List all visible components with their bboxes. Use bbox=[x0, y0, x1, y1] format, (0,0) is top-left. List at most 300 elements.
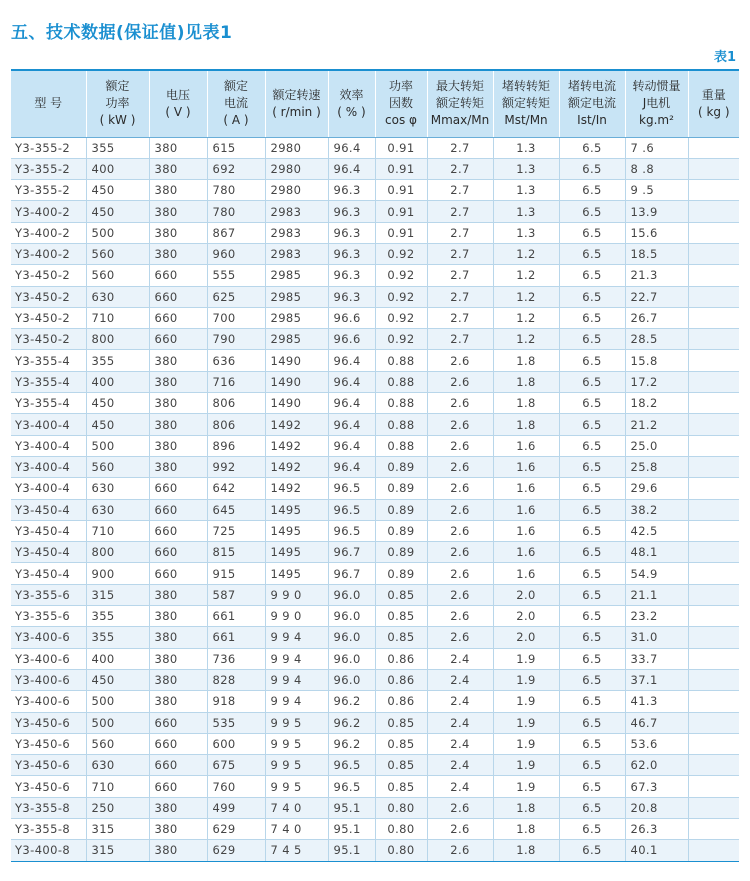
data-cell: 315 bbox=[86, 584, 149, 605]
data-cell: 380 bbox=[149, 137, 207, 158]
data-cell: 6.5 bbox=[559, 520, 625, 541]
data-cell: 560 bbox=[86, 456, 149, 477]
data-cell bbox=[688, 350, 739, 371]
table-row bbox=[11, 435, 739, 456]
data-cell: 1.3 bbox=[493, 222, 559, 243]
table-header bbox=[11, 70, 739, 137]
table-row bbox=[11, 201, 739, 222]
data-cell: 380 bbox=[149, 819, 207, 840]
table-row bbox=[11, 648, 739, 669]
data-cell bbox=[688, 776, 739, 797]
data-cell: 21.1 bbox=[625, 584, 688, 605]
data-cell: 96.3 bbox=[328, 222, 375, 243]
column-header-line: ( kg ) bbox=[697, 104, 730, 119]
model-cell: Y3-450-6 bbox=[11, 755, 86, 776]
column-header-line: ( A ) bbox=[223, 113, 249, 128]
data-cell: 6.5 bbox=[559, 840, 625, 861]
data-cell: 2.7 bbox=[427, 180, 493, 201]
data-cell: 6.5 bbox=[559, 627, 625, 648]
data-cell: 1.6 bbox=[493, 563, 559, 584]
data-cell: 660 bbox=[149, 776, 207, 797]
data-cell bbox=[688, 584, 739, 605]
data-cell: 0.85 bbox=[375, 712, 427, 733]
data-cell: 6.5 bbox=[559, 286, 625, 307]
data-cell: 660 bbox=[149, 733, 207, 754]
data-cell: 2.6 bbox=[427, 350, 493, 371]
column-header bbox=[86, 70, 149, 137]
data-cell: 0.89 bbox=[375, 563, 427, 584]
data-cell: 710 bbox=[86, 776, 149, 797]
model-cell: Y3-450-4 bbox=[11, 499, 86, 520]
table-row bbox=[11, 691, 739, 712]
data-cell: 625 bbox=[207, 286, 265, 307]
data-cell: 6.5 bbox=[559, 712, 625, 733]
data-cell: 96.0 bbox=[328, 584, 375, 605]
data-cell: 615 bbox=[207, 137, 265, 158]
data-cell: 0.85 bbox=[375, 755, 427, 776]
data-cell bbox=[688, 840, 739, 861]
data-cell: 800 bbox=[86, 542, 149, 563]
table-row bbox=[11, 776, 739, 797]
table-row bbox=[11, 180, 739, 201]
data-cell: 500 bbox=[86, 435, 149, 456]
data-cell bbox=[688, 222, 739, 243]
data-cell: 315 bbox=[86, 819, 149, 840]
data-cell: 716 bbox=[207, 371, 265, 392]
data-cell: 23.2 bbox=[625, 606, 688, 627]
column-header-line: 堵转转矩 bbox=[501, 79, 550, 94]
table-row bbox=[11, 222, 739, 243]
data-cell: 2983 bbox=[265, 243, 328, 264]
data-cell bbox=[688, 542, 739, 563]
data-cell: 1492 bbox=[265, 414, 328, 435]
data-cell: 2.6 bbox=[427, 499, 493, 520]
data-cell: 9 9 5 bbox=[265, 733, 328, 754]
column-header-line: ( r/min ) bbox=[272, 104, 321, 119]
data-cell: 2.6 bbox=[427, 371, 493, 392]
data-cell: 675 bbox=[207, 755, 265, 776]
data-cell: 2.6 bbox=[427, 606, 493, 627]
data-cell: 660 bbox=[149, 499, 207, 520]
column-header-line: 最大转矩 bbox=[435, 79, 484, 94]
data-cell: 0.85 bbox=[375, 776, 427, 797]
data-cell: 0.85 bbox=[375, 627, 427, 648]
data-cell: 2.6 bbox=[427, 542, 493, 563]
data-cell: 629 bbox=[207, 819, 265, 840]
data-cell: 22.7 bbox=[625, 286, 688, 307]
data-cell: 0.88 bbox=[375, 350, 427, 371]
data-cell: 0.80 bbox=[375, 797, 427, 818]
data-cell: 380 bbox=[149, 648, 207, 669]
data-cell: 0.89 bbox=[375, 499, 427, 520]
data-cell: 1.8 bbox=[493, 840, 559, 861]
column-header bbox=[375, 70, 427, 137]
section-title: 五、技术数据(保证值)见表1 bbox=[11, 23, 233, 43]
table-row bbox=[11, 265, 739, 286]
data-cell: 1.6 bbox=[493, 520, 559, 541]
data-cell: 725 bbox=[207, 520, 265, 541]
table-row bbox=[11, 414, 739, 435]
data-cell: 535 bbox=[207, 712, 265, 733]
model-cell: Y3-450-2 bbox=[11, 307, 86, 328]
data-cell: 62.0 bbox=[625, 755, 688, 776]
data-cell: 2.6 bbox=[427, 478, 493, 499]
data-cell: 2.6 bbox=[427, 627, 493, 648]
data-cell: 0.91 bbox=[375, 222, 427, 243]
data-cell: 896 bbox=[207, 435, 265, 456]
data-cell: 660 bbox=[149, 265, 207, 286]
data-cell bbox=[688, 265, 739, 286]
data-cell: 2.6 bbox=[427, 393, 493, 414]
data-cell: 380 bbox=[149, 243, 207, 264]
data-cell: 6.5 bbox=[559, 350, 625, 371]
data-cell: 1.2 bbox=[493, 243, 559, 264]
column-header-line: 因数 bbox=[388, 96, 413, 111]
data-cell: 2.4 bbox=[427, 733, 493, 754]
data-cell: 2.7 bbox=[427, 201, 493, 222]
data-cell: 1495 bbox=[265, 499, 328, 520]
data-cell: 2983 bbox=[265, 222, 328, 243]
table-row bbox=[11, 286, 739, 307]
data-cell: 1.8 bbox=[493, 350, 559, 371]
data-cell: 2.4 bbox=[427, 776, 493, 797]
data-cell: 600 bbox=[207, 733, 265, 754]
column-header-line: kg.m² bbox=[639, 113, 674, 128]
data-cell: 26.7 bbox=[625, 307, 688, 328]
data-cell: 315 bbox=[86, 840, 149, 861]
data-cell: 0.89 bbox=[375, 456, 427, 477]
data-cell: 6.5 bbox=[559, 606, 625, 627]
data-cell: 642 bbox=[207, 478, 265, 499]
data-cell: 42.5 bbox=[625, 520, 688, 541]
data-cell bbox=[688, 478, 739, 499]
data-cell bbox=[688, 201, 739, 222]
data-cell: 96.4 bbox=[328, 456, 375, 477]
table-label: 表1 bbox=[713, 50, 736, 65]
data-cell: 25.0 bbox=[625, 435, 688, 456]
column-header bbox=[11, 70, 86, 137]
data-cell: 2.6 bbox=[427, 435, 493, 456]
data-cell: 96.4 bbox=[328, 414, 375, 435]
data-cell: 96.3 bbox=[328, 286, 375, 307]
data-cell: 0.92 bbox=[375, 265, 427, 286]
data-cell: 0.91 bbox=[375, 201, 427, 222]
data-cell: 2.6 bbox=[427, 520, 493, 541]
table-row bbox=[11, 307, 739, 328]
data-cell: 2.6 bbox=[427, 819, 493, 840]
data-cell: 21.3 bbox=[625, 265, 688, 286]
data-cell: 25.8 bbox=[625, 456, 688, 477]
data-cell: 1.2 bbox=[493, 265, 559, 286]
data-cell: 400 bbox=[86, 158, 149, 179]
data-cell: 1.9 bbox=[493, 733, 559, 754]
data-cell: 380 bbox=[149, 435, 207, 456]
model-cell: Y3-400-2 bbox=[11, 243, 86, 264]
model-cell: Y3-450-2 bbox=[11, 329, 86, 350]
column-header bbox=[427, 70, 493, 137]
data-cell bbox=[688, 435, 739, 456]
data-cell: 1.8 bbox=[493, 371, 559, 392]
data-cell: 380 bbox=[149, 350, 207, 371]
data-cell: 400 bbox=[86, 648, 149, 669]
data-cell: 660 bbox=[149, 307, 207, 328]
data-cell: 636 bbox=[207, 350, 265, 371]
data-cell: 1.9 bbox=[493, 648, 559, 669]
data-cell: 1.3 bbox=[493, 180, 559, 201]
data-cell: 15.6 bbox=[625, 222, 688, 243]
data-cell: 96.3 bbox=[328, 180, 375, 201]
data-cell: 6.5 bbox=[559, 478, 625, 499]
data-cell: 0.89 bbox=[375, 542, 427, 563]
data-cell: 2.0 bbox=[493, 584, 559, 605]
data-cell: 380 bbox=[149, 669, 207, 690]
model-cell: Y3-355-4 bbox=[11, 350, 86, 371]
data-cell: 95.1 bbox=[328, 797, 375, 818]
column-header-line: 重量 bbox=[701, 87, 726, 102]
data-cell: 0.86 bbox=[375, 691, 427, 712]
data-cell bbox=[688, 329, 739, 350]
column-header-line: Ist/In bbox=[577, 113, 607, 128]
data-cell: 96.3 bbox=[328, 243, 375, 264]
data-cell: 96.5 bbox=[328, 478, 375, 499]
data-cell: 96.3 bbox=[328, 265, 375, 286]
data-cell: 2.6 bbox=[427, 797, 493, 818]
data-cell: 380 bbox=[149, 797, 207, 818]
data-cell: 0.86 bbox=[375, 648, 427, 669]
table-row bbox=[11, 819, 739, 840]
data-cell: 2.7 bbox=[427, 286, 493, 307]
data-cell bbox=[688, 627, 739, 648]
column-header bbox=[625, 70, 688, 137]
model-cell: Y3-450-6 bbox=[11, 776, 86, 797]
data-cell: 2.6 bbox=[427, 414, 493, 435]
data-cell bbox=[688, 819, 739, 840]
data-cell: 380 bbox=[149, 222, 207, 243]
data-cell: 450 bbox=[86, 669, 149, 690]
data-cell: 6.5 bbox=[559, 733, 625, 754]
data-cell: 629 bbox=[207, 840, 265, 861]
data-cell: 6.5 bbox=[559, 222, 625, 243]
data-cell: 560 bbox=[86, 265, 149, 286]
data-cell: 828 bbox=[207, 669, 265, 690]
table-row bbox=[11, 797, 739, 818]
data-cell: 2.7 bbox=[427, 243, 493, 264]
data-cell: 6.5 bbox=[559, 499, 625, 520]
data-cell: 7 4 0 bbox=[265, 797, 328, 818]
data-cell: 692 bbox=[207, 158, 265, 179]
data-cell: 2.7 bbox=[427, 137, 493, 158]
data-cell: 96.4 bbox=[328, 158, 375, 179]
data-cell: 380 bbox=[149, 840, 207, 861]
data-cell: 1.8 bbox=[493, 819, 559, 840]
data-cell: 1.9 bbox=[493, 776, 559, 797]
data-cell: 450 bbox=[86, 414, 149, 435]
data-cell: 900 bbox=[86, 563, 149, 584]
data-cell: 1.6 bbox=[493, 499, 559, 520]
data-cell: 38.2 bbox=[625, 499, 688, 520]
data-cell: 0.88 bbox=[375, 393, 427, 414]
data-cell: 250 bbox=[86, 797, 149, 818]
data-cell: 96.5 bbox=[328, 755, 375, 776]
data-cell: 96.0 bbox=[328, 606, 375, 627]
data-cell: 499 bbox=[207, 797, 265, 818]
data-cell: 710 bbox=[86, 307, 149, 328]
model-cell: Y3-450-4 bbox=[11, 563, 86, 584]
data-cell: 0.89 bbox=[375, 520, 427, 541]
column-header-line: 电流 bbox=[223, 96, 248, 111]
column-header-line: Mst/Mn bbox=[504, 113, 548, 128]
data-cell: 40.1 bbox=[625, 840, 688, 861]
data-cell: 587 bbox=[207, 584, 265, 605]
data-cell bbox=[688, 797, 739, 818]
table-row bbox=[11, 627, 739, 648]
data-cell bbox=[688, 371, 739, 392]
table-row bbox=[11, 350, 739, 371]
table-row bbox=[11, 733, 739, 754]
data-cell: 1.9 bbox=[493, 755, 559, 776]
table-body bbox=[11, 137, 739, 861]
data-cell: 645 bbox=[207, 499, 265, 520]
data-cell: 2.7 bbox=[427, 265, 493, 286]
column-header bbox=[328, 70, 375, 137]
data-cell: 380 bbox=[149, 180, 207, 201]
data-cell: 380 bbox=[149, 201, 207, 222]
data-cell: 1.9 bbox=[493, 691, 559, 712]
data-cell: 0.92 bbox=[375, 243, 427, 264]
data-cell: 96.4 bbox=[328, 371, 375, 392]
data-cell: 0.85 bbox=[375, 584, 427, 605]
data-cell: 6.5 bbox=[559, 329, 625, 350]
column-header-line: 功率 bbox=[388, 79, 413, 94]
data-cell: 29.6 bbox=[625, 478, 688, 499]
column-header-line: 额定转矩 bbox=[435, 96, 484, 111]
data-cell: 1495 bbox=[265, 520, 328, 541]
data-cell: 2.6 bbox=[427, 456, 493, 477]
data-cell: 660 bbox=[149, 329, 207, 350]
model-cell: Y3-355-6 bbox=[11, 606, 86, 627]
data-cell: 0.86 bbox=[375, 669, 427, 690]
data-cell: 380 bbox=[149, 158, 207, 179]
data-cell: 2.7 bbox=[427, 222, 493, 243]
data-cell: 0.92 bbox=[375, 286, 427, 307]
data-cell: 96.2 bbox=[328, 691, 375, 712]
data-cell: 9 9 5 bbox=[265, 712, 328, 733]
technical-data-table bbox=[11, 69, 739, 862]
data-cell: 96.0 bbox=[328, 627, 375, 648]
table-row bbox=[11, 520, 739, 541]
data-cell: 780 bbox=[207, 180, 265, 201]
data-cell: 380 bbox=[149, 456, 207, 477]
data-cell: 6.5 bbox=[559, 435, 625, 456]
data-cell: 41.3 bbox=[625, 691, 688, 712]
table-row bbox=[11, 840, 739, 861]
data-cell: 2.7 bbox=[427, 158, 493, 179]
data-cell: 0.91 bbox=[375, 137, 427, 158]
data-cell bbox=[688, 158, 739, 179]
data-cell: 660 bbox=[149, 478, 207, 499]
table-row bbox=[11, 158, 739, 179]
data-cell: 96.5 bbox=[328, 776, 375, 797]
data-cell: 2.7 bbox=[427, 329, 493, 350]
data-cell: 1492 bbox=[265, 456, 328, 477]
data-cell: 6.5 bbox=[559, 393, 625, 414]
data-cell bbox=[688, 669, 739, 690]
data-cell: 46.7 bbox=[625, 712, 688, 733]
column-header-line: 型 号 bbox=[34, 96, 63, 111]
data-cell: 6.5 bbox=[559, 137, 625, 158]
column-header bbox=[493, 70, 559, 137]
model-cell: Y3-450-6 bbox=[11, 733, 86, 754]
data-cell: 1.8 bbox=[493, 393, 559, 414]
data-cell: 96.6 bbox=[328, 329, 375, 350]
data-cell bbox=[688, 499, 739, 520]
data-cell: 1.2 bbox=[493, 307, 559, 328]
data-cell: 9 9 5 bbox=[265, 776, 328, 797]
data-cell: 6.5 bbox=[559, 456, 625, 477]
table-row bbox=[11, 563, 739, 584]
column-header-line: 额定 bbox=[223, 79, 248, 94]
data-cell: 96.7 bbox=[328, 563, 375, 584]
data-cell: 2.4 bbox=[427, 755, 493, 776]
data-cell: 1.6 bbox=[493, 456, 559, 477]
data-cell: 1.9 bbox=[493, 712, 559, 733]
data-cell bbox=[688, 563, 739, 584]
data-cell: 54.9 bbox=[625, 563, 688, 584]
data-cell: 9 9 0 bbox=[265, 584, 328, 605]
model-cell: Y3-355-8 bbox=[11, 797, 86, 818]
data-cell: 1.2 bbox=[493, 329, 559, 350]
data-cell: 2985 bbox=[265, 286, 328, 307]
column-header-line: Mmax/Mn bbox=[430, 113, 490, 128]
data-cell: 0.91 bbox=[375, 158, 427, 179]
data-cell: 806 bbox=[207, 414, 265, 435]
data-cell: 18.5 bbox=[625, 243, 688, 264]
data-cell: 0.80 bbox=[375, 840, 427, 861]
data-cell: 2985 bbox=[265, 265, 328, 286]
data-cell: 1.2 bbox=[493, 286, 559, 307]
data-cell: 33.7 bbox=[625, 648, 688, 669]
model-cell: Y3-355-2 bbox=[11, 158, 86, 179]
data-cell: 6.5 bbox=[559, 563, 625, 584]
data-cell: 1.6 bbox=[493, 542, 559, 563]
data-cell bbox=[688, 691, 739, 712]
column-header bbox=[207, 70, 265, 137]
column-header-line: 堵转电流 bbox=[567, 79, 616, 94]
data-cell: 2980 bbox=[265, 137, 328, 158]
data-cell bbox=[688, 456, 739, 477]
data-cell: 20.8 bbox=[625, 797, 688, 818]
data-cell: 96.5 bbox=[328, 520, 375, 541]
data-cell: 0.85 bbox=[375, 733, 427, 754]
data-cell: 31.0 bbox=[625, 627, 688, 648]
column-header bbox=[559, 70, 625, 137]
data-cell: 6.5 bbox=[559, 414, 625, 435]
data-cell: 2.6 bbox=[427, 840, 493, 861]
table-row bbox=[11, 755, 739, 776]
data-cell: 6.5 bbox=[559, 243, 625, 264]
data-cell: 2.6 bbox=[427, 584, 493, 605]
data-cell: 48.1 bbox=[625, 542, 688, 563]
data-cell: 9 9 4 bbox=[265, 627, 328, 648]
data-cell: 0.89 bbox=[375, 478, 427, 499]
data-cell: 500 bbox=[86, 222, 149, 243]
data-cell: 960 bbox=[207, 243, 265, 264]
data-cell: 2980 bbox=[265, 180, 328, 201]
model-cell: Y3-400-4 bbox=[11, 478, 86, 499]
data-cell: 355 bbox=[86, 606, 149, 627]
data-cell: 96.2 bbox=[328, 712, 375, 733]
data-cell: 736 bbox=[207, 648, 265, 669]
